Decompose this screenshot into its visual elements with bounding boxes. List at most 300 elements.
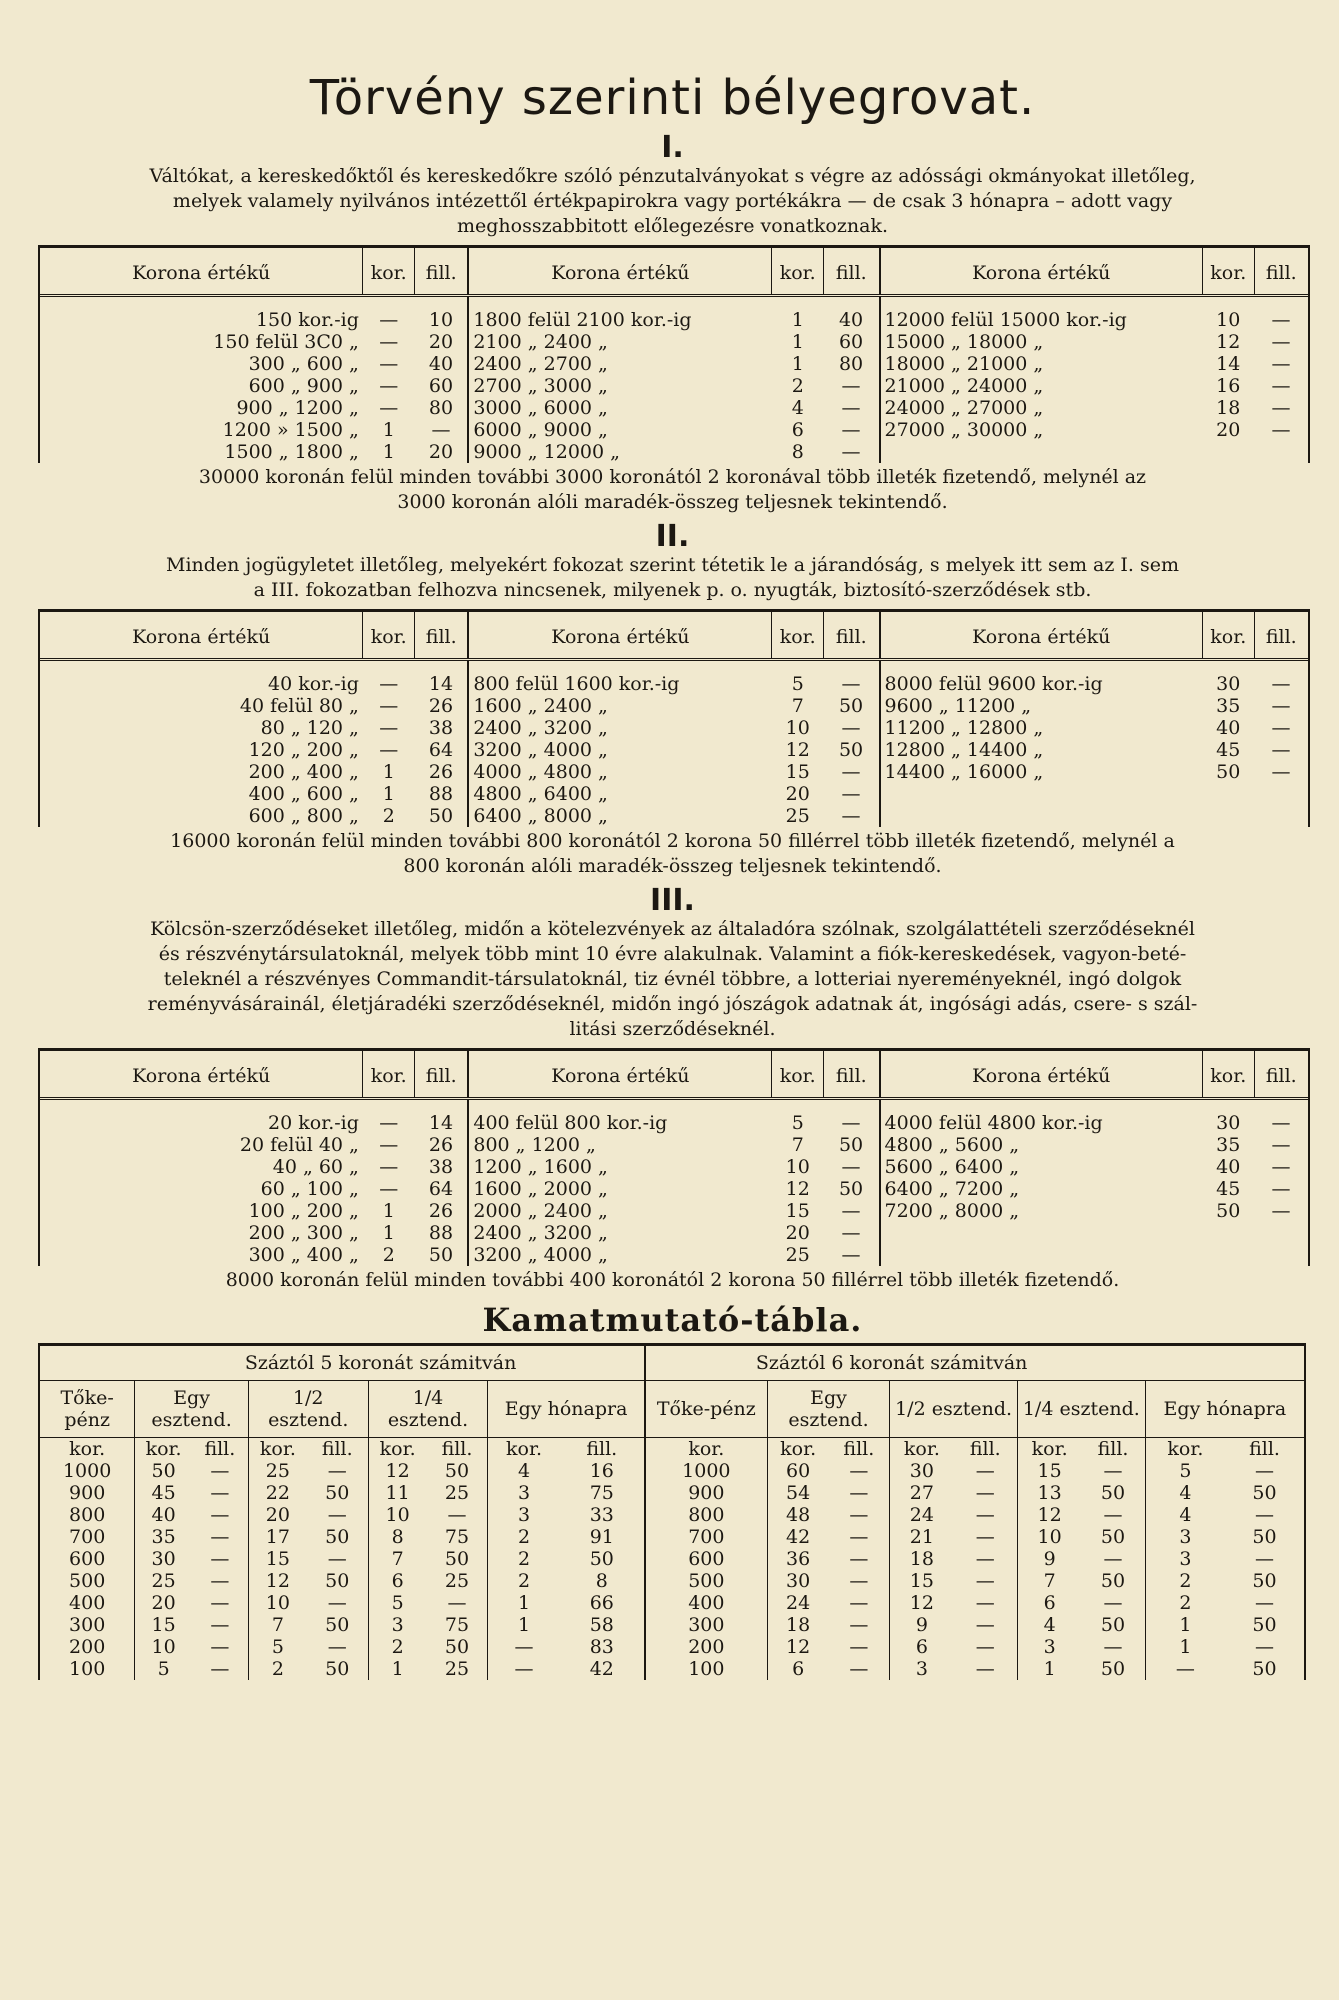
interest-cell: 700 xyxy=(645,1526,767,1548)
interest-cell: 91 xyxy=(589,1526,614,1548)
interest-cell: 16 xyxy=(589,1460,614,1482)
col-header-month: Egy hónapra xyxy=(488,1381,645,1438)
cell-fill: — xyxy=(1271,331,1291,353)
table-row xyxy=(39,1482,1305,1504)
cell-kor: 5 xyxy=(791,1112,804,1134)
col-header-fill: fill. xyxy=(415,248,469,296)
spacer xyxy=(1254,296,1308,310)
cell-value-range: 15000 „ 18000 „ xyxy=(884,331,1044,353)
cell-kor: 2 xyxy=(791,375,804,397)
cell-value-range: 600 „ 800 „ xyxy=(248,805,359,827)
interest-cell: 5 xyxy=(135,1658,192,1680)
interest-cell: 50 xyxy=(444,1636,470,1658)
cell-fill: — xyxy=(824,673,880,695)
interest-cell: 10 xyxy=(368,1504,427,1526)
cell-kor: 7 xyxy=(791,695,804,717)
spacer xyxy=(880,660,1203,674)
interest-cell: — xyxy=(1255,1548,1275,1570)
cell-fill: — xyxy=(1271,353,1291,375)
cell-kor: 1 xyxy=(382,1222,395,1244)
cell-value-range: 2400 „ 3200 „ xyxy=(473,1222,608,1244)
col-header-month: Egy hónapra xyxy=(1145,1381,1305,1438)
interest-cell: 83 xyxy=(589,1636,614,1658)
cell-kor: — xyxy=(379,375,399,397)
cell-value-range: 4000 felül 4800 kor.-ig xyxy=(884,1112,1103,1134)
cell-kor: 7 xyxy=(791,1134,804,1156)
unit-label: fill. xyxy=(586,1438,618,1460)
cell-fill: — xyxy=(1271,673,1291,695)
spacer xyxy=(415,660,469,674)
interest-cell: 25 xyxy=(444,1658,470,1680)
table-row xyxy=(39,1614,1305,1636)
interest-cell: 54 xyxy=(767,1482,828,1504)
interest-cell: 48 xyxy=(767,1504,828,1526)
page xyxy=(30,70,1315,1680)
cell-kor: 1 xyxy=(791,353,804,375)
table-row xyxy=(40,783,1308,805)
cell-kor: 8 xyxy=(791,441,804,463)
rate-table-box xyxy=(38,609,1310,827)
footer-line: 3000 koronán alóli maradék-összeg teljesnek tekintendő. xyxy=(397,491,948,513)
section-1 xyxy=(30,130,1315,515)
interest-cell: 12 xyxy=(890,1592,954,1614)
col-header-value-range: Korona értékű xyxy=(880,612,1203,660)
interest-cell: — xyxy=(1255,1504,1275,1526)
unit-label: fill. xyxy=(843,1438,875,1460)
interest-cell: — xyxy=(327,1592,347,1614)
cell-kor: 1 xyxy=(791,309,804,331)
spacer xyxy=(415,1099,469,1113)
interest-cell: 100 xyxy=(645,1658,767,1680)
spacer xyxy=(40,660,363,674)
interest-cell: 2 xyxy=(488,1570,560,1592)
footer-line: 30000 koronán felül minden további 3000 koronától 2 koronával több illeték fizetendő, melynél az xyxy=(198,466,1147,488)
interest-cell: — xyxy=(210,1526,230,1548)
table-row xyxy=(40,695,1308,717)
spacer xyxy=(363,296,415,310)
interest-cell: — xyxy=(488,1636,560,1658)
interest-cell: — xyxy=(1145,1658,1225,1680)
spacer xyxy=(40,1099,1308,1113)
cell-value-range xyxy=(880,805,1203,827)
spacer xyxy=(39,1345,135,1381)
interest-cell: 35 xyxy=(135,1526,192,1548)
col-header-kor: kor. xyxy=(363,248,415,296)
cell-fill: 38 xyxy=(415,717,469,739)
spacer xyxy=(40,296,363,310)
section-3 xyxy=(30,883,1315,1293)
interest-cell: 5 xyxy=(368,1592,427,1614)
interest-cell: — xyxy=(210,1460,230,1482)
cell-kor: 2 xyxy=(382,805,395,827)
cell-kor: 18 xyxy=(1216,397,1241,419)
cell-fill: — xyxy=(824,375,880,397)
interest-cell: — xyxy=(1103,1548,1123,1570)
interest-cell: 900 xyxy=(645,1482,767,1504)
interest-cell: 42 xyxy=(589,1658,614,1680)
spacer xyxy=(772,660,824,674)
cell-value-range: 2100 „ 2400 „ xyxy=(473,331,608,353)
interest-cell: 25 xyxy=(444,1570,470,1592)
cell-fill: — xyxy=(824,397,880,419)
cell-value-range: 5600 „ 6400 „ xyxy=(884,1156,1020,1178)
cell-kor xyxy=(1202,783,1254,805)
col-header-kor: kor. xyxy=(363,1051,415,1099)
cell-kor: — xyxy=(379,309,399,331)
interest-cell: 50 xyxy=(1100,1570,1126,1592)
cell-kor: — xyxy=(379,1134,399,1156)
interest-cell: 3 xyxy=(890,1658,954,1680)
cell-kor: 15 xyxy=(785,761,810,783)
col-header-value-range: Korona értékű xyxy=(468,1051,772,1099)
table-row xyxy=(40,397,1308,419)
cell-value-range: 40 felül 80 „ xyxy=(239,695,359,717)
cell-fill: — xyxy=(1271,717,1291,739)
cell-kor: 35 xyxy=(1216,1134,1241,1156)
intro-line: és részvénytársulatoknál, melyek több mint 10 évre alakulnak. Valamint a fiók-kereskedések, vagyon-beté- xyxy=(158,943,1187,965)
cell-fill: — xyxy=(1271,1156,1291,1178)
table-row xyxy=(39,1504,1305,1526)
col-header-value-range: Korona értékű xyxy=(40,1051,363,1099)
col-header-kor: kor. xyxy=(363,612,415,660)
interest-cell: 5 xyxy=(1145,1460,1225,1482)
cell-fill: — xyxy=(1271,695,1291,717)
cell-value-range: 3000 „ 6000 „ xyxy=(473,397,608,419)
footer-line: 16000 koronán felül minden további 800 koronától 2 korona 50 fillérrel több illeték fizetendő, melynél a xyxy=(170,830,1175,852)
interest-cell: 2 xyxy=(368,1636,427,1658)
interest-cell: — xyxy=(447,1504,467,1526)
table-row xyxy=(40,1178,1308,1200)
interest-cell: 50 xyxy=(1100,1614,1126,1636)
cell-fill: 40 xyxy=(824,309,880,331)
interest-cell: 15 xyxy=(135,1614,192,1636)
interest-cell: — xyxy=(210,1658,230,1680)
unit-row xyxy=(39,1438,1305,1461)
interest-cell: 30 xyxy=(135,1548,192,1570)
cell-fill: 50 xyxy=(824,739,880,761)
header-row xyxy=(40,248,1308,296)
interest-cell: 6 xyxy=(767,1658,828,1680)
table-row xyxy=(40,1200,1308,1222)
interest-cell: 75 xyxy=(444,1526,470,1548)
cell-fill: 26 xyxy=(415,1200,469,1222)
cell-fill: — xyxy=(824,441,880,463)
cell-kor: 1 xyxy=(382,419,395,441)
cell-fill: — xyxy=(824,761,880,783)
interest-cell: — xyxy=(1255,1636,1275,1658)
cell-fill: 64 xyxy=(415,739,469,761)
cell-fill: — xyxy=(824,419,880,441)
col-header-fill: fill. xyxy=(824,248,880,296)
interest-cell: — xyxy=(447,1592,467,1614)
col-header-kor: kor. xyxy=(1202,248,1254,296)
page-title: Törvény szerinti bélyegrovat. xyxy=(309,70,1036,126)
cell-value-range xyxy=(880,1222,1203,1244)
cell-value-range: 40 „ 60 „ xyxy=(272,1156,359,1178)
interest-cell: 700 xyxy=(69,1526,106,1548)
interest-cell: 45 xyxy=(135,1482,192,1504)
cell-fill: 50 xyxy=(415,805,469,827)
interest-cell: 10 xyxy=(248,1592,307,1614)
cell-value-range: 1200 » 1500 „ xyxy=(222,419,359,441)
table-row xyxy=(39,1460,1305,1482)
interest-cell: — xyxy=(1103,1636,1123,1658)
col-header-value-range: Korona értékű xyxy=(468,248,772,296)
col-header-kor: kor. xyxy=(772,248,824,296)
interest-cell: 50 xyxy=(325,1658,350,1680)
cell-kor: — xyxy=(379,397,399,419)
cell-kor: 25 xyxy=(785,805,810,827)
interest-table xyxy=(38,1343,1306,1680)
cell-value-range: 6400 „ 7200 „ xyxy=(884,1178,1020,1200)
cell-value-range: 1800 felül 2100 kor.-ig xyxy=(473,309,692,331)
table-row xyxy=(40,353,1308,375)
col-header-value-range: Korona értékű xyxy=(880,248,1203,296)
interest-cell: 200 xyxy=(69,1636,106,1658)
interest-cell: 6 xyxy=(890,1636,954,1658)
table-row xyxy=(40,805,1308,827)
cell-fill: 80 xyxy=(415,397,469,419)
cell-value-range: 21000 „ 24000 „ xyxy=(884,375,1044,397)
cell-value-range: 8000 felül 9600 kor.-ig xyxy=(884,673,1103,695)
interest-cell: 100 xyxy=(69,1658,106,1680)
interest-cell: 6 xyxy=(1017,1592,1081,1614)
table-row xyxy=(40,1244,1308,1266)
table-row xyxy=(39,1636,1305,1658)
cell-value-range: 1600 „ 2000 „ xyxy=(473,1178,608,1200)
interest-cell: 800 xyxy=(645,1504,767,1526)
cell-fill: — xyxy=(824,717,880,739)
section-intro xyxy=(36,917,1309,1042)
cell-kor xyxy=(1202,441,1254,463)
table-row xyxy=(39,1658,1305,1680)
col-header-fill: fill. xyxy=(824,612,880,660)
interest-cell: 25 xyxy=(444,1482,470,1504)
cell-fill: — xyxy=(824,1222,880,1244)
cell-kor: 1 xyxy=(382,783,395,805)
interest-cell: 50 xyxy=(589,1548,614,1570)
cell-value-range: 6000 „ 9000 „ xyxy=(473,419,608,441)
spacer xyxy=(1202,1099,1254,1113)
cell-value-range: 1600 „ 2400 „ xyxy=(473,695,608,717)
col-header-value-range: Korona értékű xyxy=(468,612,772,660)
interest-cell: 1 xyxy=(1145,1636,1225,1658)
cell-value-range: 150 felül 3C0 „ xyxy=(213,331,359,353)
interest-cell: — xyxy=(975,1636,995,1658)
interest-cell: 24 xyxy=(890,1504,954,1526)
interest-cell: 1 xyxy=(1145,1614,1225,1636)
cell-value-range: 100 „ 200 „ xyxy=(248,1200,359,1222)
interest-cell: 4 xyxy=(1017,1614,1081,1636)
section-numeral: III. xyxy=(650,883,695,918)
cell-value-range: 40 kor.-ig xyxy=(268,673,359,695)
intro-line: melyek valamely nyilvános intézettől értékpapirokra vagy portékákra — de csak 3 hónapra – adott vagy xyxy=(172,190,1173,212)
interest-cell: — xyxy=(210,1592,230,1614)
cell-value-range: 300 „ 600 „ xyxy=(248,353,359,375)
cell-value-range: 14400 „ 16000 „ xyxy=(884,761,1044,783)
col-header-half-year: 1/2 esztend. xyxy=(248,1381,368,1438)
interest-cell: 50 xyxy=(135,1460,192,1482)
section-footer xyxy=(38,1268,1307,1293)
col-header-fill: fill. xyxy=(415,612,469,660)
cell-fill: 20 xyxy=(415,441,469,463)
cell-value-range: 6400 „ 8000 „ xyxy=(473,805,608,827)
interest-cell: — xyxy=(210,1614,230,1636)
cell-kor: — xyxy=(379,739,399,761)
interest-cell: 2 xyxy=(1145,1592,1225,1614)
interest-cell: — xyxy=(849,1636,869,1658)
interest-cell: 15 xyxy=(1017,1460,1081,1482)
cell-value-range: 120 „ 200 „ xyxy=(248,739,359,761)
cell-kor: 30 xyxy=(1216,673,1241,695)
interest-cell: 3 xyxy=(488,1504,560,1526)
interest-cell: 20 xyxy=(248,1504,307,1526)
interest-body xyxy=(39,1438,1305,1681)
table-row xyxy=(40,761,1308,783)
interest-cell: — xyxy=(210,1482,230,1504)
cell-kor: 10 xyxy=(785,1156,810,1178)
interest-cell: 12 xyxy=(368,1460,427,1482)
cell-value-range: 20 felül 40 „ xyxy=(239,1134,359,1156)
cell-value-range: 12800 „ 14400 „ xyxy=(884,739,1044,761)
table-row xyxy=(39,1570,1305,1592)
interest-cell: 5 xyxy=(248,1636,307,1658)
cell-fill: — xyxy=(824,1156,880,1178)
cell-kor: 5 xyxy=(791,673,804,695)
spacer xyxy=(824,660,880,674)
unit-label: kor. xyxy=(890,1438,954,1461)
table-row xyxy=(40,441,1308,463)
spacer xyxy=(824,1099,880,1113)
cell-fill: 10 xyxy=(415,309,469,331)
interest-cell: 50 xyxy=(1100,1482,1126,1504)
interest-cell: 50 xyxy=(325,1482,350,1504)
section-intro xyxy=(36,553,1309,603)
interest-cell: 500 xyxy=(69,1570,106,1592)
interest-cell: 15 xyxy=(890,1570,954,1592)
interest-cell: 22 xyxy=(248,1482,307,1504)
col-header-fill: fill. xyxy=(1254,1051,1308,1099)
unit-label: fill. xyxy=(1097,1438,1129,1460)
table-row xyxy=(40,309,1308,331)
interest-cell: 75 xyxy=(444,1614,470,1636)
interest-cell: — xyxy=(849,1482,869,1504)
interest-cell: 1000 xyxy=(62,1460,112,1482)
cell-kor: 40 xyxy=(1216,1156,1241,1178)
spacer xyxy=(880,296,1203,310)
header-row xyxy=(40,1051,1308,1099)
table-row xyxy=(40,375,1308,397)
cell-fill: 60 xyxy=(415,375,469,397)
section-intro xyxy=(36,164,1309,239)
unit-label: fill. xyxy=(1249,1438,1280,1460)
cell-kor: 45 xyxy=(1216,1178,1241,1200)
cell-value-range: 2400 „ 2700 „ xyxy=(473,353,608,375)
table-row xyxy=(40,1156,1308,1178)
interest-cell: 10 xyxy=(1017,1526,1081,1548)
spacer xyxy=(772,296,824,310)
interest-cell: 50 xyxy=(1252,1482,1277,1504)
section-footer xyxy=(38,465,1307,515)
cell-value-range: 18000 „ 21000 „ xyxy=(884,353,1044,375)
col-header-tokepenz: Tőke-pénz xyxy=(39,1381,135,1438)
interest-cell: — xyxy=(849,1504,869,1526)
interest-cell: 1 xyxy=(488,1614,560,1636)
spacer xyxy=(1254,1099,1308,1113)
interest-cell: 25 xyxy=(248,1460,307,1482)
intro-line: reményvásárainál, életjáradéki szerződéseknél, midőn ingó jószágok adatnak át, ingósági adás, csere- s szál- xyxy=(147,993,1198,1015)
cell-value-range: 3200 „ 4000 „ xyxy=(473,739,608,761)
cell-kor: 20 xyxy=(785,1222,810,1244)
intro-line: Minden jogügyletet illetőleg, melyekért fokozat szerint tétetik le a járandóság, s melyek itt sem az I. sem xyxy=(165,554,1179,576)
table-row xyxy=(40,1134,1308,1156)
cell-fill: 50 xyxy=(824,1134,880,1156)
interest-cell: 27 xyxy=(890,1482,954,1504)
spacer xyxy=(363,660,415,674)
interest-cell: 600 xyxy=(645,1548,767,1570)
cell-value-range: 900 „ 1200 „ xyxy=(236,397,359,419)
interest-cell: — xyxy=(210,1570,230,1592)
unit-label: kor. xyxy=(368,1438,427,1461)
interest-cell: 50 xyxy=(325,1614,350,1636)
cell-kor: 12 xyxy=(785,1178,810,1200)
cell-value-range xyxy=(880,783,1203,805)
interest-cell: 50 xyxy=(444,1548,470,1570)
cell-fill: 50 xyxy=(824,1178,880,1200)
cell-value-range xyxy=(880,441,1203,463)
unit-label: fill. xyxy=(204,1438,236,1460)
cell-fill xyxy=(1254,441,1308,463)
cell-fill: 80 xyxy=(824,353,880,375)
cell-value-range: 27000 „ 30000 „ xyxy=(884,419,1044,441)
unit-label: kor. xyxy=(135,1438,192,1461)
interest-table-title: Kamatmutató-tábla. xyxy=(482,1301,863,1339)
table-row xyxy=(39,1592,1305,1614)
cell-kor: — xyxy=(379,331,399,353)
interest-cell: 20 xyxy=(135,1592,192,1614)
cell-fill: — xyxy=(1271,1200,1291,1222)
interest-cell: 15 xyxy=(248,1548,307,1570)
spacer xyxy=(880,1099,1203,1113)
cell-kor: 25 xyxy=(785,1244,810,1266)
interest-cell: 12 xyxy=(767,1636,828,1658)
interest-cell: 10 xyxy=(135,1636,192,1658)
cell-value-range: 200 „ 400 „ xyxy=(248,761,359,783)
cell-kor: 2 xyxy=(382,1244,395,1266)
col-header-fill: fill. xyxy=(1254,612,1308,660)
table-row xyxy=(40,1222,1308,1244)
cell-fill: — xyxy=(415,419,469,441)
interest-cell: — xyxy=(849,1548,869,1570)
interest-cell: 4 xyxy=(1145,1482,1225,1504)
unit-label: kor. xyxy=(69,1438,106,1460)
cell-value-range: 20 kor.-ig xyxy=(268,1112,359,1134)
cell-value-range: 400 felül 800 kor.-ig xyxy=(473,1112,668,1134)
unit-label: kor. xyxy=(488,1438,560,1461)
unit-label: fill. xyxy=(441,1438,473,1460)
unit-label: fill. xyxy=(969,1438,1001,1460)
cell-fill: — xyxy=(1271,309,1291,331)
cell-fill: — xyxy=(1271,761,1291,783)
intro-line: a III. fokozatban felhozva nincsenek, milyenek p. o. nyugták, biztosító-szerződések stb. xyxy=(253,579,1092,601)
unit-label: kor. xyxy=(1017,1438,1081,1461)
cell-fill: — xyxy=(1271,375,1291,397)
interest-cell: 500 xyxy=(645,1570,767,1592)
cell-fill: 14 xyxy=(415,1112,469,1134)
spacer xyxy=(1254,660,1308,674)
table-row xyxy=(40,717,1308,739)
interest-cell: 50 xyxy=(444,1460,470,1482)
